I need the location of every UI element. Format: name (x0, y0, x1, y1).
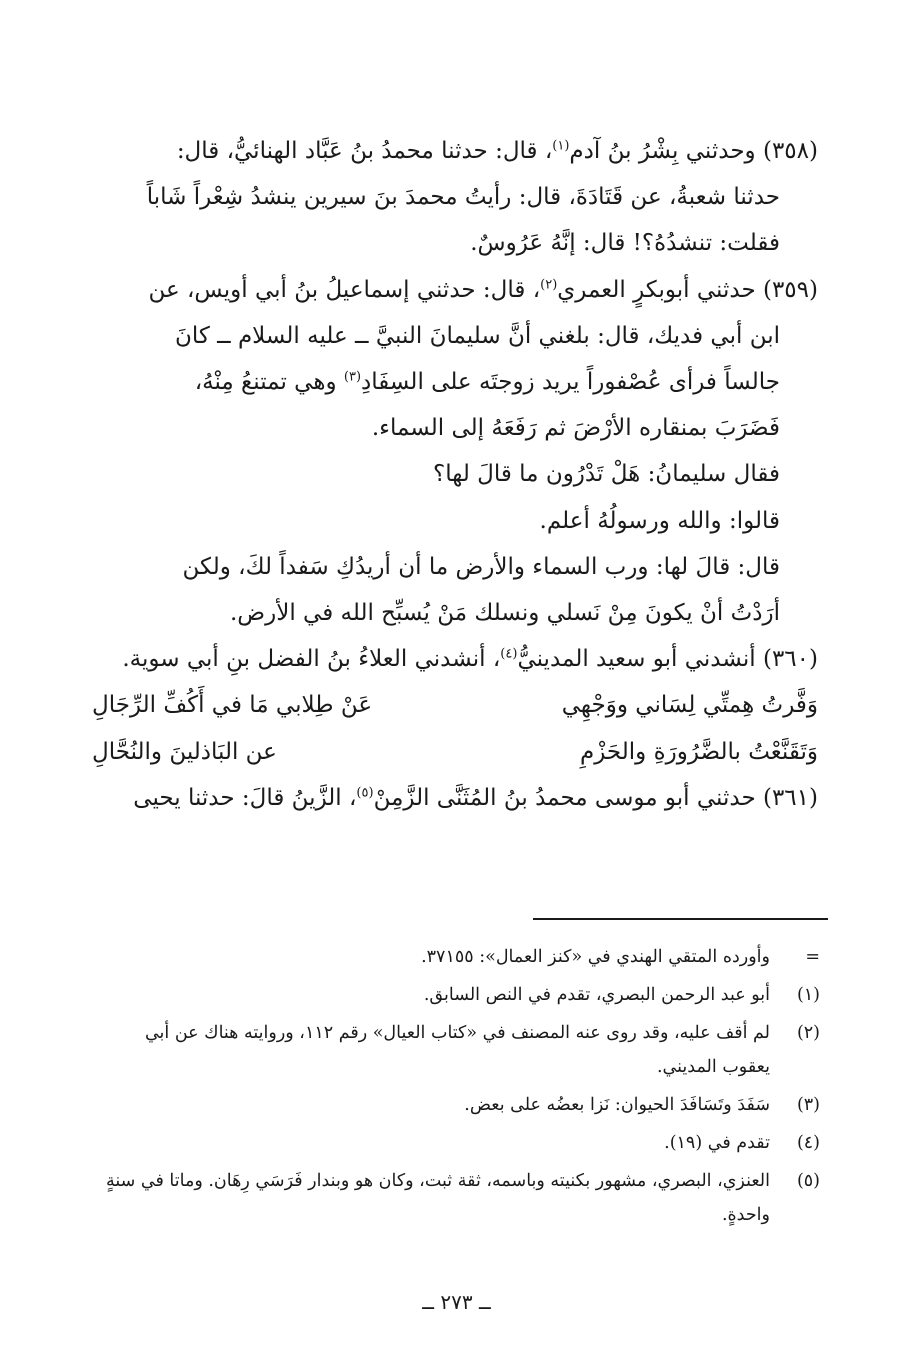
footnote-text: لم أقف عليه، وقد روى عنه المصنف في «كتاب العيال» رقم ١١٢، وروايته هناك عن أبي يعقوب المديني. (144, 1023, 770, 1077)
main-text (92, 128, 818, 821)
poem (92, 682, 818, 774)
poem-hemistich-second: عن البَاذلينَ والنُحَّالِ (92, 738, 277, 765)
footnote-4 (92, 1126, 820, 1160)
footnote-continued (92, 940, 820, 974)
poem-hemistich-first: وَتَقَنَّعْتُ بالضَّرُورَةِ والحَزْمِ (580, 738, 818, 765)
entry-359 (92, 267, 818, 637)
footnote-text: سَفَدَ وتَسَافَدَ الحيوان: نَزا بعضُه على بعض. (464, 1095, 770, 1115)
footnote-ref-4: (٤) (500, 646, 518, 662)
footnotes (92, 940, 820, 1236)
footnote-text: وأورده المتقي الهندي في «كنز العمال»: ٣٧١٥٥. (421, 947, 770, 967)
footnote-label: (١) (796, 985, 820, 1005)
entry-359-line-3: جالساً فرأى عُصْفوراً يريد زوجتَه على السِفَادِ$^{(٣)}$ وهي تمتنعُ مِنْهُ، (194, 369, 780, 396)
entry-358 (92, 128, 818, 267)
entry-359-line-2: ابن أبي فديك، قال: بلغني أنَّ سليمانَ النبيَّ ــ عليه السلام ــ كانَ (175, 322, 780, 349)
footnote-ref-5: (٥) (356, 785, 374, 801)
poem-verse-1 (92, 682, 818, 728)
footnote-text: أبو عبد الرحمن البصري، تقدم في النص السابق. (423, 985, 770, 1005)
entry-359-tail: أرَدْتُ أنْ يكونَ مِنْ نَسلي ونسلك مَنْ يُسبِّح الله في الأرض. (230, 600, 780, 627)
footnote-5 (92, 1164, 820, 1232)
footnote-ref-1: (١) (552, 138, 570, 154)
footnote-2 (92, 1016, 820, 1084)
entry-360 (92, 636, 818, 775)
entry-358-line-1: (٣٥٨) وحدثني بِشْرُ بنُ آدم$^{(١)}$، قال: حدثنا محمدُ بنُ عَبَّاد الهنائيُّ، قال: (176, 138, 818, 164)
dialog-line-3: قال: قالَ لها: ورب السماء والأرض ما أن أريدُكِ سَفداً لكَ، ولكن (182, 553, 780, 580)
footnote-3 (92, 1088, 820, 1122)
entry-360-line-1: (٣٦٠) أنشدني أبو سعيد المدينيُّ$^{(٤)}$، أنشدني العلاءُ بنُ الفضل بنِ أبي سوية. (122, 646, 818, 673)
footnote-text: تقدم في (١٩). (664, 1133, 770, 1153)
entry-358-line-3: فقلت: تنشدُهُ؟! قال: إنَّهُ عَرُوسٌ. (470, 230, 780, 257)
entry-361-line-1: (٣٦١) حدثني أبو موسى محمدُ بنُ المُثَنَّى الزَّمِنْ$^{(٥)}$، الزَّينُ قالَ: حدثنا يحيى (133, 784, 818, 811)
footnote-separator (533, 918, 828, 920)
dialog-line-1: فقال سليمانُ: هَلْ تَدْرُون ما قالَ لها؟ (433, 461, 780, 488)
footnote-label: (٤) (796, 1133, 820, 1153)
footnote-text: العنزي، البصري، مشهور بكنيته وباسمه، ثقة ثبت، وكان هو وبندار فَرَسَي رِهَان. وماتا في سنةٍ واحدةٍ. (106, 1171, 770, 1225)
footnote-label: (٣) (796, 1095, 820, 1115)
dialog-line-2: قالوا: والله ورسولُهُ أعلم. (539, 507, 780, 534)
footnote-1 (92, 978, 820, 1012)
entry-359-line-1: (٣٥٩) حدثني أبوبكرٍ العمري$^{(٢)}$، قال: حدثني إسماعيلُ بنُ أبي أويس، عن (148, 276, 818, 303)
poem-hemistich-second: عَنْ طِلابي مَا في أَكُفِّ الرِّجَالِ (92, 692, 373, 719)
footnote-ref-2: (٢) (540, 276, 558, 292)
entry-358-line-2: حدثنا شعبةُ، عن قَتَادَةَ، قال: رأيتُ محمدَ بنَ سيرين ينشدُ شِعْراً شَاباً (146, 184, 780, 211)
footnote-label: (٥) (796, 1171, 820, 1191)
footnote-label: = (805, 947, 820, 967)
page-number: ــ ٢٧٣ ــ (422, 1290, 491, 1314)
footnote-label: (٢) (796, 1023, 820, 1043)
footnote-ref-3: (٣) (343, 369, 362, 385)
entry-361 (92, 775, 818, 821)
poem-verse-2 (92, 729, 818, 775)
poem-hemistich-first: وَفَّرتُ هِمتِّي لِسَاني ووَجْهِي (561, 692, 818, 719)
entry-359-line-4: فَضَرَبَ بمنقاره الأرْضَ ثم رَفَعَهُ إلى السماء. (371, 415, 780, 442)
